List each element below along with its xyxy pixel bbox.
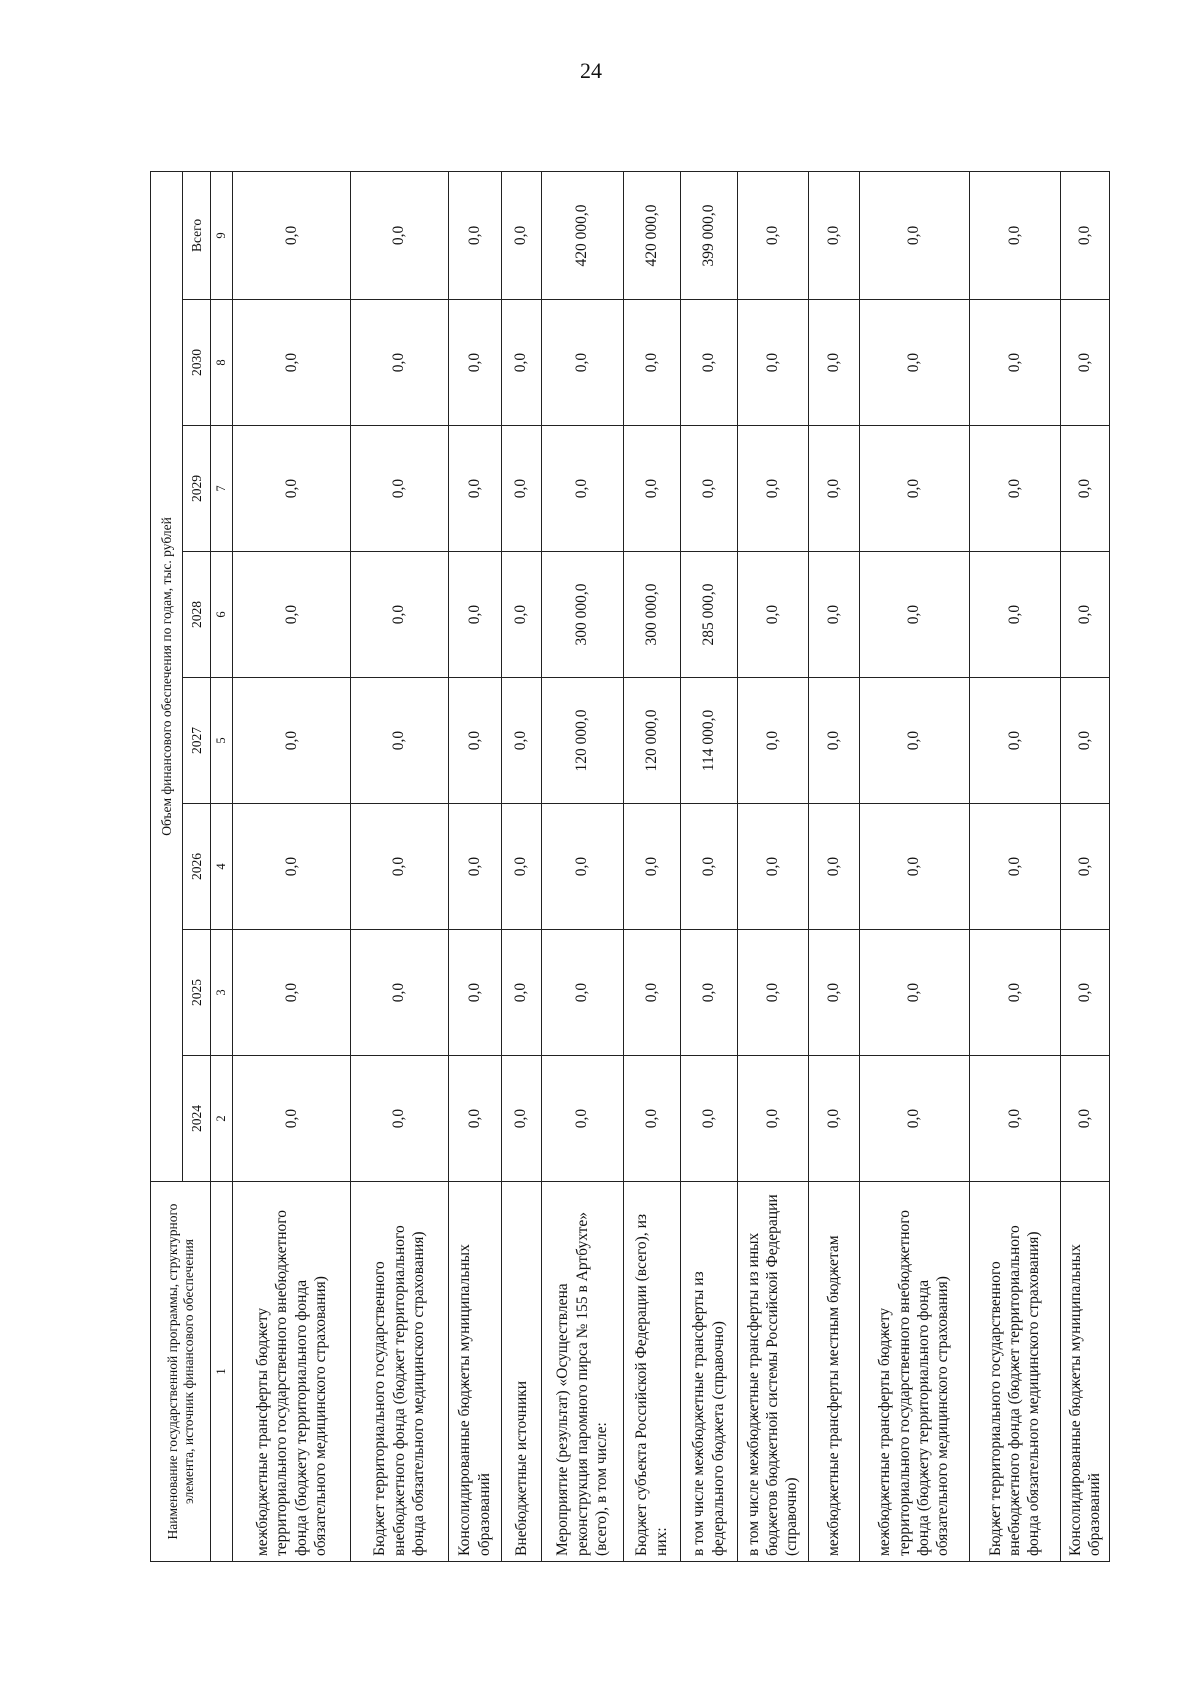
header-column-number: 8 [211, 300, 233, 426]
row-value: 0,0 [542, 300, 623, 426]
row-value: 0,0 [969, 552, 1061, 678]
row-value: 0,0 [859, 552, 969, 678]
row-value: 0,0 [233, 1056, 351, 1182]
row-value: 0,0 [542, 426, 623, 552]
row-value: 0,0 [680, 426, 737, 552]
row-value: 0,0 [737, 426, 808, 552]
row-value: 0,0 [859, 426, 969, 552]
row-value: 399 000,0 [680, 171, 737, 299]
table-row [351, 171, 449, 1561]
row-value: 0,0 [1061, 678, 1110, 804]
header-year: 2028 [183, 552, 211, 678]
row-label: межбюджетные трансферты бюджету территориального государственного внебюджетного фонда (бюджету территориального фонда обязательного медицинского страхования) [233, 1182, 351, 1562]
row-value: 0,0 [1061, 1056, 1110, 1182]
row-label: Консолидированные бюджеты муниципальных образований [448, 1182, 501, 1562]
row-value: 0,0 [623, 930, 680, 1056]
row-value: 0,0 [623, 300, 680, 426]
financing-table-rotated [150, 172, 1110, 1562]
row-value: 0,0 [969, 678, 1061, 804]
header-column-number: 2 [211, 1056, 233, 1182]
row-value: 0,0 [448, 552, 501, 678]
row-value: 0,0 [233, 426, 351, 552]
financing-table [150, 171, 1110, 1562]
row-value: 300 000,0 [623, 552, 680, 678]
row-value: 0,0 [859, 678, 969, 804]
row-value: 0,0 [351, 804, 449, 930]
header-group: Объем финансового обеспечения по годам, тыс. рублей [151, 171, 183, 1181]
row-value: 0,0 [859, 804, 969, 930]
row-value: 0,0 [1061, 804, 1110, 930]
row-value: 0,0 [501, 552, 542, 678]
header-column-number: 9 [211, 171, 233, 299]
row-label: Внебюджетные источники [501, 1182, 542, 1562]
row-value: 0,0 [737, 930, 808, 1056]
header-column-number: 6 [211, 552, 233, 678]
row-value: 0,0 [542, 1056, 623, 1182]
row-value: 114 000,0 [680, 678, 737, 804]
row-value: 0,0 [808, 1056, 859, 1182]
row-value: 0,0 [501, 804, 542, 930]
row-label: Бюджет территориального государственного внебюджетного фонда (бюджет территориального фонда обязательного медицинского страхования) [351, 1182, 449, 1562]
header-year: 2025 [183, 930, 211, 1056]
page-number: 24 [580, 58, 602, 83]
table-row [542, 171, 623, 1561]
row-value: 0,0 [501, 426, 542, 552]
row-value: 0,0 [233, 171, 351, 299]
row-value: 0,0 [233, 930, 351, 1056]
header-year: 2027 [183, 678, 211, 804]
row-value: 0,0 [859, 300, 969, 426]
row-value: 0,0 [969, 930, 1061, 1056]
row-value: 0,0 [808, 171, 859, 299]
row-label: межбюджетные трансферты местным бюджетам [808, 1182, 859, 1562]
row-label: Мероприятие (результат) «Осуществлена реконструкция паромного пирса № 155 в Артбухте» (всего), в том числе: [542, 1182, 623, 1562]
header-column-number: 4 [211, 804, 233, 930]
row-value: 0,0 [351, 552, 449, 678]
row-value: 0,0 [448, 930, 501, 1056]
row-value: 0,0 [233, 804, 351, 930]
row-value: 0,0 [501, 1056, 542, 1182]
table-row [808, 171, 859, 1561]
row-value: 0,0 [1061, 300, 1110, 426]
row-value: 0,0 [501, 171, 542, 299]
row-value: 0,0 [448, 678, 501, 804]
table-row [859, 171, 969, 1561]
row-value: 0,0 [969, 1056, 1061, 1182]
row-value: 0,0 [542, 930, 623, 1056]
row-value: 0,0 [969, 426, 1061, 552]
table-row [448, 171, 501, 1561]
row-value: 285 000,0 [680, 552, 737, 678]
row-value: 0,0 [1061, 552, 1110, 678]
row-value: 0,0 [859, 930, 969, 1056]
row-value: 0,0 [351, 930, 449, 1056]
header-name-column: Наименование государственной программы, структурного элемента, источник финансового обеспечения [151, 1182, 211, 1562]
row-value: 420 000,0 [623, 171, 680, 299]
row-value: 0,0 [351, 426, 449, 552]
row-value: 0,0 [623, 804, 680, 930]
row-value: 0,0 [448, 804, 501, 930]
row-value: 0,0 [448, 1056, 501, 1182]
row-value: 0,0 [808, 678, 859, 804]
row-value: 0,0 [737, 300, 808, 426]
table-row [969, 171, 1061, 1561]
row-value: 0,0 [808, 300, 859, 426]
row-value: 0,0 [808, 552, 859, 678]
table-row [233, 171, 351, 1561]
row-value: 0,0 [969, 804, 1061, 930]
row-value: 300 000,0 [542, 552, 623, 678]
row-value: 0,0 [233, 552, 351, 678]
row-value: 0,0 [1061, 171, 1110, 299]
table-row [623, 171, 680, 1561]
table-row [680, 171, 737, 1561]
row-label: в том числе межбюджетные трансферты из иных бюджетов бюджетной системы Российской Федерации (справочно) [737, 1182, 808, 1562]
row-value: 0,0 [808, 426, 859, 552]
row-value: 0,0 [680, 930, 737, 1056]
row-value: 0,0 [351, 678, 449, 804]
row-value: 0,0 [501, 930, 542, 1056]
row-value: 0,0 [233, 678, 351, 804]
row-value: 0,0 [1061, 426, 1110, 552]
row-value: 0,0 [233, 300, 351, 426]
header-column-number: 3 [211, 930, 233, 1056]
row-value: 0,0 [351, 1056, 449, 1182]
header-column-number: 1 [211, 1182, 233, 1562]
row-value: 0,0 [623, 1056, 680, 1182]
header-year: Всего [183, 171, 211, 299]
header-year: 2030 [183, 300, 211, 426]
header-year: 2029 [183, 426, 211, 552]
row-value: 0,0 [680, 1056, 737, 1182]
row-value: 0,0 [737, 678, 808, 804]
table-row [501, 171, 542, 1561]
header-column-number: 7 [211, 426, 233, 552]
header-year: 2026 [183, 804, 211, 930]
row-value: 0,0 [737, 1056, 808, 1182]
row-value: 420 000,0 [542, 171, 623, 299]
row-label: межбюджетные трансферты бюджету территориального государственного внебюджетного фонда (бюджету территориального фонда обязательного медицинского страхования) [859, 1182, 969, 1562]
row-value: 0,0 [808, 930, 859, 1056]
row-value: 0,0 [448, 426, 501, 552]
row-value: 0,0 [969, 300, 1061, 426]
row-value: 0,0 [501, 300, 542, 426]
row-value: 0,0 [737, 552, 808, 678]
row-label: Бюджет территориального государственного внебюджетного фонда (бюджет территориального фонда обязательного медицинского страхования) [969, 1182, 1061, 1562]
row-value: 0,0 [680, 804, 737, 930]
row-value: 120 000,0 [623, 678, 680, 804]
row-value: 0,0 [859, 1056, 969, 1182]
row-value: 0,0 [448, 171, 501, 299]
row-label: Консолидированные бюджеты муниципальных образований [1061, 1182, 1110, 1562]
row-value: 0,0 [737, 171, 808, 299]
row-label: Бюджет субъекта Российской Федерации (всего), из них: [623, 1182, 680, 1562]
row-value: 0,0 [542, 804, 623, 930]
row-value: 0,0 [680, 300, 737, 426]
row-value: 0,0 [501, 678, 542, 804]
row-value: 0,0 [351, 171, 449, 299]
table-row [737, 171, 808, 1561]
header-column-number: 5 [211, 678, 233, 804]
header-year: 2024 [183, 1056, 211, 1182]
row-value: 120 000,0 [542, 678, 623, 804]
row-value: 0,0 [623, 426, 680, 552]
row-value: 0,0 [969, 171, 1061, 299]
row-value: 0,0 [859, 171, 969, 299]
row-value: 0,0 [808, 804, 859, 930]
row-value: 0,0 [351, 300, 449, 426]
row-value: 0,0 [448, 300, 501, 426]
row-value: 0,0 [737, 804, 808, 930]
table-row [1061, 171, 1110, 1561]
row-value: 0,0 [1061, 930, 1110, 1056]
row-label: в том числе межбюджетные трансферты из федерального бюджета (справочно) [680, 1182, 737, 1562]
